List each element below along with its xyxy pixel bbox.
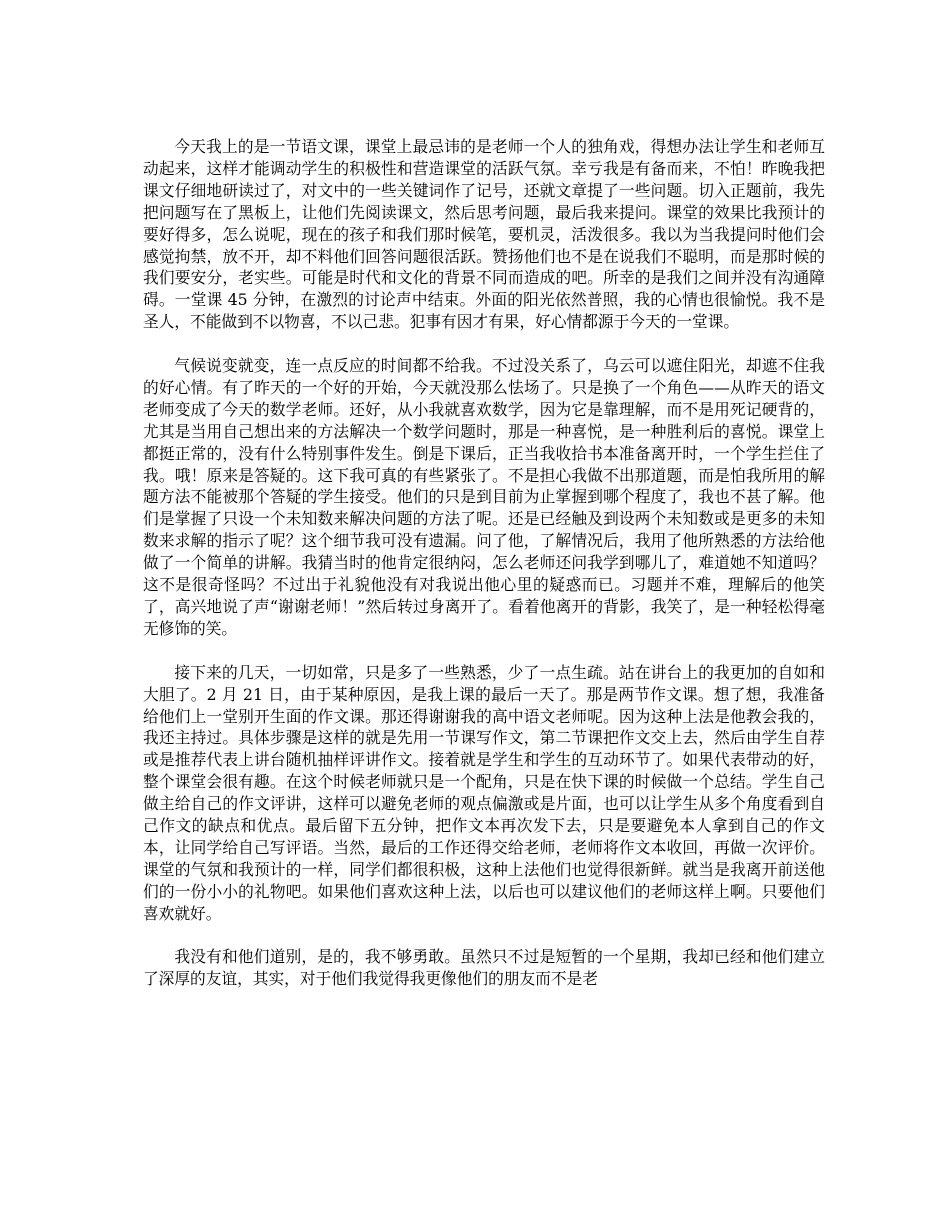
paragraph-farewell: 我没有和他们道别，是的，我不够勇敢。虽然只不过是短暂的一个星期，我却已经和他们建立了深厚的友谊，其实，对于他们我觉得我更像他们的朋友而不是老 xyxy=(143,947,825,989)
document-body xyxy=(143,136,825,1012)
paragraph-composition-lesson: 接下来的几天，一切如常，只是多了一些熟悉，少了一点生疏。站在讲台上的我更加的自如和大胆了。2 月 21 日，由于某种原因，是我上课的最后一天了。那是两节作文课。想了想，我准备给他们上一堂别开生面的作文课。那还得谢谢我的高中语文老师呢。因为这种上法是他教会我的，我还主持过。具体步骤是这样的就是先用一节课写作文，第二节课把作文交上去，然后由学生自荐或是推荐代表上讲台随机抽样评讲作文。接着就是学生和学生的互动环节了。如果代表带动的好，整个课堂会很有趣。在这个时候老师就只是一个配角，只是在快下课的时候做一个总结。学生自己做主给自己的作文评讲，这样可以避免老师的观点偏激或是片面，也可以让学生从多个角度看到自己作文的缺点和优点。最后留下五分钟，把作文本再次发下去，只是要避免本人拿到自己的作文本，让同学给自己写评语。当然，最后的工作还得交给老师，老师将作文本收回，再做一次评价。课堂的气氛和我预计的一样，同学们都很积极，这种上法他们也觉得很新鲜。就当是我离开前送他们的一份小小的礼物吧。如果他们喜欢这种上法，以后也可以建议他们的老师这样上啊。只要他们喜欢就好。 xyxy=(143,662,825,923)
paragraph-math-lesson: 气候说变就变，连一点反应的时间都不给我。不过没关系了，乌云可以遮住阳光，却遮不住我的好心情。有了昨天的一个好的开始，今天就没那么怯场了。只是换了一个角色——从昨天的语文老师变成了今天的数学老师。还好，从小我就喜欢数学，因为它是靠理解，而不是用死记硬背的，尤其是当用自己想出来的方法解决一个数学问题时，那是一种喜悦，是一种胜利后的喜悦。课堂上都挺正常的，没有什么特别事件发生。倒是下课后，正当我收拾书本准备离开时，一个学生拦住了我。哦！原来是答疑的。这下我可真的有些紧张了。不是担心我做不出那道题，而是怕我所用的解题方法不能被那个答疑的学生接受。他们的只是到目前为止掌握到哪个程度了，我也不甚了解。他们是掌握了只设一个未知数来解决问题的方法了呢。还是已经触及到设两个未知数或是更多的未知数来求解的指示了呢？这个细节我可没有遗漏。问了他，了解情况后，我用了他所熟悉的方法给他做了一个简单的讲解。我猜当时的他肯定很纳闷，怎么老师还问我学到哪儿了，难道她不知道吗？这不是很奇怪吗？不过出于礼貌他没有对我说出他心里的疑惑而已。习题并不难，理解后的他笑了，高兴地说了声“谢谢老师！”然后转过身离开了。看着他离开的背影，我笑了，是一种轻松得毫无修饰的笑。 xyxy=(143,356,825,638)
paragraph-chinese-lesson: 今天我上的是一节语文课，课堂上最忌讳的是老师一个人的独角戏，得想办法让学生和老师互动起来，这样才能调动学生的积极性和营造课堂的活跃气氛。幸亏我是有备而来，不怕！昨晚我把课文仔细地研读过了，对文中的一些关键词作了记号，还就文章提了一些问题。切入正题前，我先把问题写在了黑板上，让他们先阅读课文，然后思考问题，最后我来提问。课堂的效果比我预计的要好得多，怎么说呢，现在的孩子和我们那时候笔，要机灵，活泼很多。我以为当我提问时他们会感觉拘禁，放不开，却不料他们回答问题很活跃。赞扬他们也不是在说我们不聪明，而是那时候的我们要安分，老实些。可能是时代和文化的背景不同而造成的吧。所幸的是我们之间并没有沟通障碍。一堂课 45 分钟，在激烈的讨论声中结束。外面的阳光依然普照，我的心情也很愉悦。我不是圣人，不能做到不以物喜，不以己悲。犯事有因才有果，好心情都源于今天的一堂课。 xyxy=(143,137,825,332)
